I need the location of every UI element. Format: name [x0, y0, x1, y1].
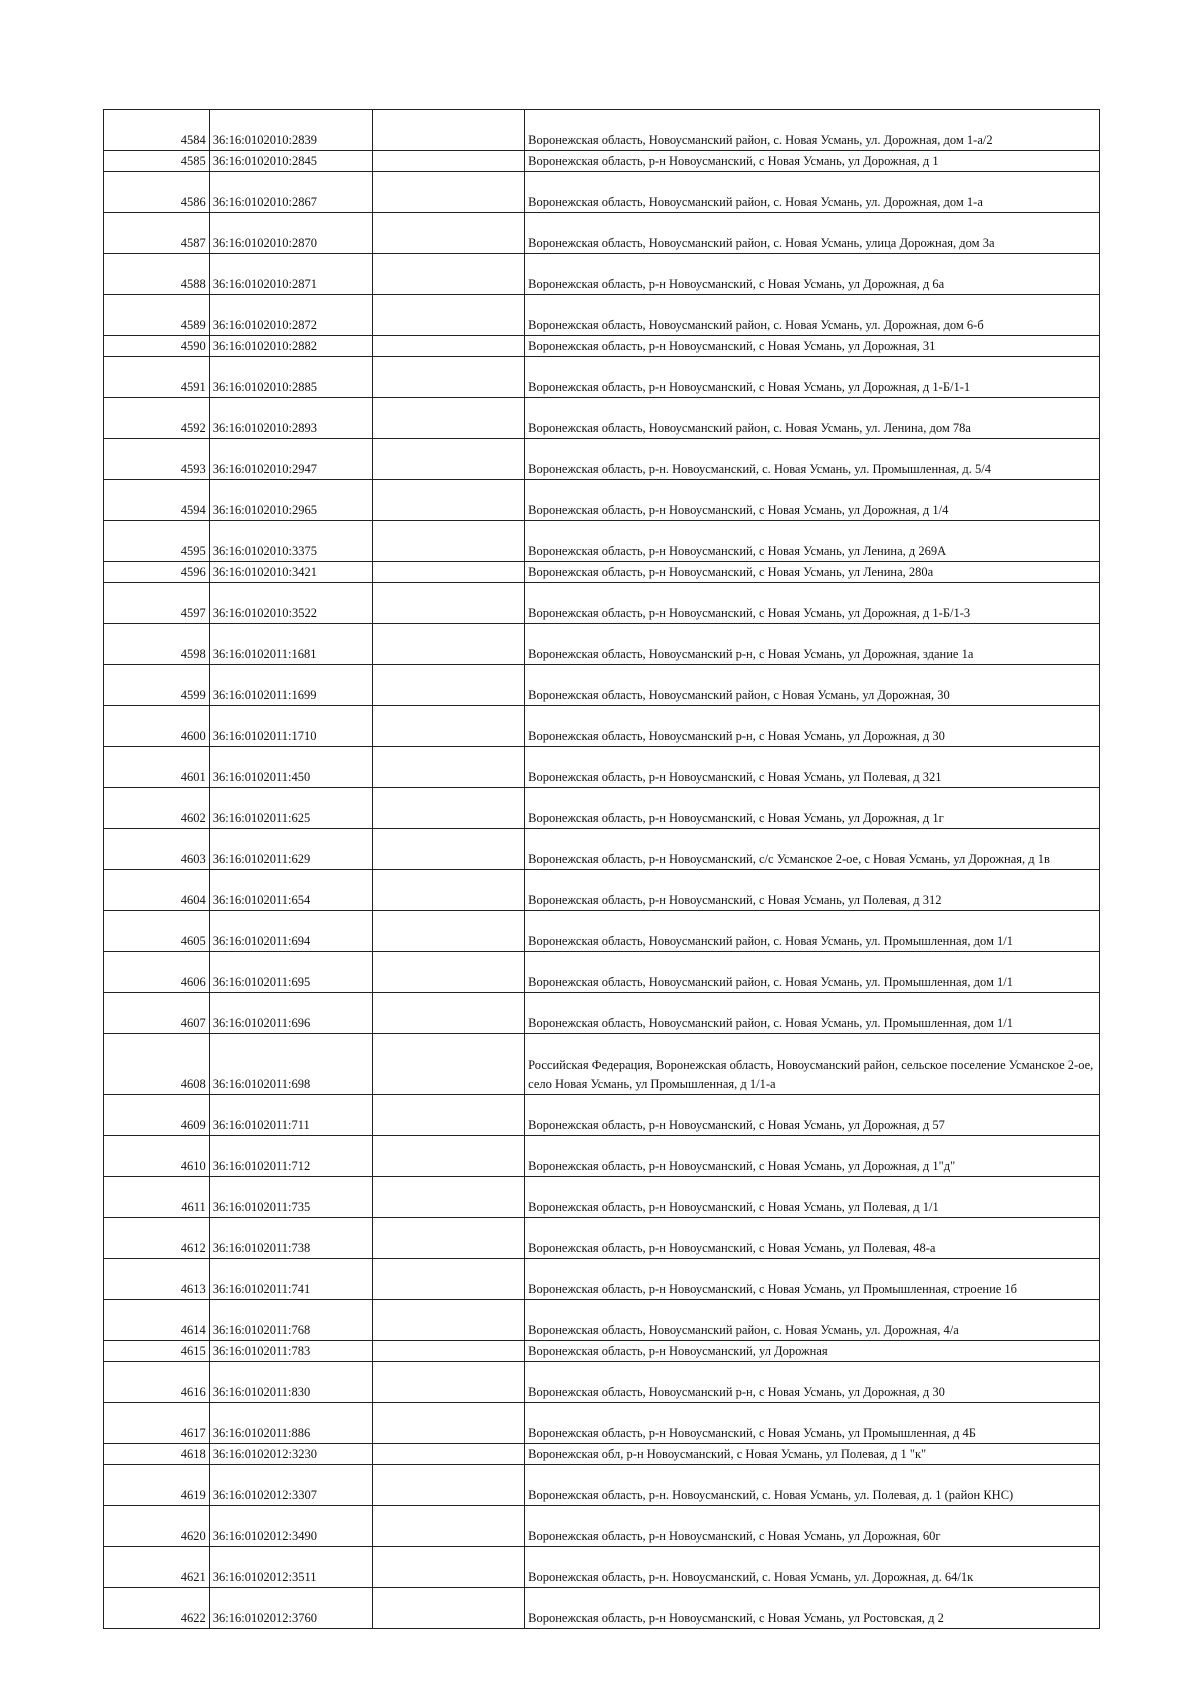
row-number: 4586 [104, 172, 210, 213]
table-row [104, 398, 1100, 439]
cadastral-number: 36:16:0102011:1699 [209, 665, 372, 706]
row-number: 4589 [104, 295, 210, 336]
address-cell: Воронежская область, р-н Новоусманский, с Новая Усмань, ул Полевая, д 312 [525, 870, 1100, 911]
table-row [104, 624, 1100, 665]
empty-cell [372, 480, 525, 521]
row-number: 4615 [104, 1341, 210, 1362]
address-cell: Воронежская область, р-н Новоусманский, с Новая Усмань, ул Полевая, д 1/1 [525, 1177, 1100, 1218]
row-number: 4598 [104, 624, 210, 665]
address-cell: Воронежская область, р-н. Новоусманский, с. Новая Усмань, ул. Промышленная, д. 5/4 [525, 439, 1100, 480]
empty-cell [372, 1403, 525, 1444]
cadastral-number: 36:16:0102011:698 [209, 1034, 372, 1095]
row-number: 4599 [104, 665, 210, 706]
empty-cell [372, 213, 525, 254]
cadastral-number: 36:16:0102010:2965 [209, 480, 372, 521]
row-number: 4618 [104, 1444, 210, 1465]
cadastral-number: 36:16:0102011:1681 [209, 624, 372, 665]
registry-body [104, 110, 1100, 1629]
row-number: 4591 [104, 357, 210, 398]
table-row [104, 1300, 1100, 1341]
table-row [104, 1444, 1100, 1465]
cadastral-number: 36:16:0102011:783 [209, 1341, 372, 1362]
address-cell: Воронежская область, Новоусманский р-н, с Новая Усмань, ул Дорожная, здание 1а [525, 624, 1100, 665]
row-number: 4592 [104, 398, 210, 439]
row-number: 4585 [104, 151, 210, 172]
empty-cell [372, 1341, 525, 1362]
cadastral-number: 36:16:0102011:1710 [209, 706, 372, 747]
empty-cell [372, 1300, 525, 1341]
table-row [104, 1218, 1100, 1259]
table-row [104, 870, 1100, 911]
address-cell: Воронежская область, р-н. Новоусманский, с. Новая Усмань, ул. Полевая, д. 1 (район КНС) [525, 1465, 1100, 1506]
table-row [104, 521, 1100, 562]
row-number: 4584 [104, 110, 210, 151]
table-row [104, 583, 1100, 624]
row-number: 4608 [104, 1034, 210, 1095]
cadastral-number: 36:16:0102011:625 [209, 788, 372, 829]
table-row [104, 1259, 1100, 1300]
row-number: 4620 [104, 1506, 210, 1547]
row-number: 4610 [104, 1136, 210, 1177]
cadastral-number: 36:16:0102010:3421 [209, 562, 372, 583]
cadastral-number: 36:16:0102010:2839 [209, 110, 372, 151]
empty-cell [372, 1588, 525, 1629]
row-number: 4595 [104, 521, 210, 562]
empty-cell [372, 952, 525, 993]
address-cell: Воронежская область, р-н Новоусманский, с Новая Усмань, ул Дорожная, д 1"д" [525, 1136, 1100, 1177]
cadastral-number: 36:16:0102011:886 [209, 1403, 372, 1444]
cadastral-number: 36:16:0102010:3522 [209, 583, 372, 624]
table-row [104, 295, 1100, 336]
row-number: 4587 [104, 213, 210, 254]
property-registry-table [103, 109, 1100, 1629]
cadastral-number: 36:16:0102010:2885 [209, 357, 372, 398]
address-cell: Воронежская область, р-н Новоусманский, ул Дорожная [525, 1341, 1100, 1362]
cadastral-number: 36:16:0102011:450 [209, 747, 372, 788]
table-row [104, 1362, 1100, 1403]
address-cell: Воронежская область, Новоусманский район, с. Новая Усмань, ул. Дорожная, дом 1-а/2 [525, 110, 1100, 151]
table-row [104, 1095, 1100, 1136]
row-number: 4597 [104, 583, 210, 624]
cadastral-number: 36:16:0102010:2872 [209, 295, 372, 336]
row-number: 4619 [104, 1465, 210, 1506]
row-number: 4617 [104, 1403, 210, 1444]
table-row [104, 952, 1100, 993]
table-row [104, 172, 1100, 213]
row-number: 4604 [104, 870, 210, 911]
row-number: 4606 [104, 952, 210, 993]
address-cell: Воронежская область, Новоусманский р-н, с Новая Усмань, ул Дорожная, д 30 [525, 706, 1100, 747]
row-number: 4621 [104, 1547, 210, 1588]
address-cell: Воронежская область, р-н Новоусманский, с Новая Усмань, ул Дорожная, д 1-Б/1-1 [525, 357, 1100, 398]
table-row [104, 747, 1100, 788]
empty-cell [372, 439, 525, 480]
address-cell: Воронежская область, р-н Новоусманский, с Новая Усмань, ул Ленина, д 269А [525, 521, 1100, 562]
empty-cell [372, 295, 525, 336]
cadastral-number: 36:16:0102012:3307 [209, 1465, 372, 1506]
cadastral-number: 36:16:0102011:738 [209, 1218, 372, 1259]
row-number: 4590 [104, 336, 210, 357]
address-cell: Воронежская область, р-н Новоусманский, с/с Усманское 2-ое, с Новая Усмань, ул Дорожная, д 1в [525, 829, 1100, 870]
table-row [104, 1341, 1100, 1362]
row-number: 4622 [104, 1588, 210, 1629]
table-row [104, 357, 1100, 398]
cadastral-number: 36:16:0102010:2870 [209, 213, 372, 254]
address-cell: Воронежская область, Новоусманский район, с. Новая Усмань, ул. Промышленная, дом 1/1 [525, 911, 1100, 952]
address-cell: Воронежская область, Новоусманский р-н, с Новая Усмань, ул Дорожная, д 30 [525, 1362, 1100, 1403]
table-row [104, 1034, 1100, 1095]
address-cell: Воронежская область, р-н Новоусманский, с Новая Усмань, ул Дорожная, д 6а [525, 254, 1100, 295]
address-cell: Воронежская область, р-н Новоусманский, с Новая Усмань, ул Дорожная, 60г [525, 1506, 1100, 1547]
empty-cell [372, 829, 525, 870]
table-row [104, 336, 1100, 357]
cadastral-number: 36:16:0102012:3511 [209, 1547, 372, 1588]
empty-cell [372, 357, 525, 398]
row-number: 4614 [104, 1300, 210, 1341]
empty-cell [372, 562, 525, 583]
table-row [104, 788, 1100, 829]
empty-cell [372, 1465, 525, 1506]
address-cell: Воронежская обл, р-н Новоусманский, с Новая Усмань, ул Полевая, д 1 "к" [525, 1444, 1100, 1465]
empty-cell [372, 788, 525, 829]
row-number: 4596 [104, 562, 210, 583]
empty-cell [372, 1506, 525, 1547]
table-row [104, 1403, 1100, 1444]
cadastral-number: 36:16:0102010:2882 [209, 336, 372, 357]
empty-cell [372, 706, 525, 747]
empty-cell [372, 1177, 525, 1218]
table-row [104, 1177, 1100, 1218]
table-row [104, 911, 1100, 952]
cadastral-number: 36:16:0102010:2867 [209, 172, 372, 213]
row-number: 4612 [104, 1218, 210, 1259]
row-number: 4603 [104, 829, 210, 870]
row-number: 4602 [104, 788, 210, 829]
row-number: 4616 [104, 1362, 210, 1403]
address-cell: Воронежская область, р-н Новоусманский, с Новая Усмань, ул Полевая, д 321 [525, 747, 1100, 788]
empty-cell [372, 1362, 525, 1403]
address-cell: Воронежская область, р-н Новоусманский, с Новая Усмань, ул Ростовская, д 2 [525, 1588, 1100, 1629]
cadastral-number: 36:16:0102011:654 [209, 870, 372, 911]
address-cell: Воронежская область, Новоусманский район, с. Новая Усмань, ул. Дорожная, дом 1-а [525, 172, 1100, 213]
address-cell: Воронежская область, Новоусманский район, с. Новая Усмань, ул. Промышленная, дом 1/1 [525, 993, 1100, 1034]
cadastral-number: 36:16:0102011:694 [209, 911, 372, 952]
cadastral-number: 36:16:0102010:2947 [209, 439, 372, 480]
cadastral-number: 36:16:0102011:696 [209, 993, 372, 1034]
row-number: 4611 [104, 1177, 210, 1218]
empty-cell [372, 254, 525, 295]
address-cell: Воронежская область, р-н Новоусманский, с Новая Усмань, ул Дорожная, д 1/4 [525, 480, 1100, 521]
empty-cell [372, 1259, 525, 1300]
cadastral-number: 36:16:0102011:711 [209, 1095, 372, 1136]
address-cell: Воронежская область, р-н Новоусманский, с Новая Усмань, ул Дорожная, д 1 [525, 151, 1100, 172]
address-cell: Воронежская область, р-н Новоусманский, с Новая Усмань, ул Дорожная, 31 [525, 336, 1100, 357]
table-row [104, 1465, 1100, 1506]
cadastral-number: 36:16:0102011:695 [209, 952, 372, 993]
address-cell: Воронежская область, р-н Новоусманский, с Новая Усмань, ул Полевая, 48-а [525, 1218, 1100, 1259]
cadastral-number: 36:16:0102010:2893 [209, 398, 372, 439]
address-cell: Воронежская область, Новоусманский район, с. Новая Усмань, ул. Дорожная, 4/а [525, 1300, 1100, 1341]
empty-cell [372, 1218, 525, 1259]
cadastral-number: 36:16:0102011:768 [209, 1300, 372, 1341]
table-row [104, 110, 1100, 151]
table-row [104, 480, 1100, 521]
empty-cell [372, 398, 525, 439]
address-cell: Воронежская область, р-н Новоусманский, с Новая Усмань, ул Ленина, 280а [525, 562, 1100, 583]
cadastral-number: 36:16:0102011:830 [209, 1362, 372, 1403]
row-number: 4613 [104, 1259, 210, 1300]
empty-cell [372, 624, 525, 665]
empty-cell [372, 110, 525, 151]
cadastral-number: 36:16:0102012:3490 [209, 1506, 372, 1547]
address-cell: Воронежская область, Новоусманский район, с. Новая Усмань, улица Дорожная, дом 3а [525, 213, 1100, 254]
table-row [104, 993, 1100, 1034]
empty-cell [372, 151, 525, 172]
table-row [104, 829, 1100, 870]
table-row [104, 1136, 1100, 1177]
table-row [104, 562, 1100, 583]
empty-cell [372, 1547, 525, 1588]
cadastral-number: 36:16:0102010:2871 [209, 254, 372, 295]
address-cell: Воронежская область, Новоусманский район, с Новая Усмань, ул Дорожная, 30 [525, 665, 1100, 706]
table-row [104, 439, 1100, 480]
cadastral-number: 36:16:0102011:712 [209, 1136, 372, 1177]
empty-cell [372, 993, 525, 1034]
table-row [104, 213, 1100, 254]
empty-cell [372, 1034, 525, 1095]
empty-cell [372, 1444, 525, 1465]
address-cell: Воронежская область, р-н Новоусманский, с Новая Усмань, ул Промышленная, строение 1б [525, 1259, 1100, 1300]
row-number: 4609 [104, 1095, 210, 1136]
address-cell: Воронежская область, Новоусманский район, с. Новая Усмань, ул. Промышленная, дом 1/1 [525, 952, 1100, 993]
row-number: 4600 [104, 706, 210, 747]
address-cell: Воронежская область, р-н Новоусманский, с Новая Усмань, ул Дорожная, д 1г [525, 788, 1100, 829]
empty-cell [372, 1136, 525, 1177]
address-cell: Российская Федерация, Воронежская область, Новоусманский район, сельское поселение Усманское 2-ое, село Новая Усмань, ул Промышленная, д 1/1-а [525, 1034, 1100, 1095]
cadastral-number: 36:16:0102011:741 [209, 1259, 372, 1300]
row-number: 4594 [104, 480, 210, 521]
table-row [104, 706, 1100, 747]
empty-cell [372, 665, 525, 706]
table-row [104, 665, 1100, 706]
cadastral-number: 36:16:0102011:629 [209, 829, 372, 870]
empty-cell [372, 336, 525, 357]
address-cell: Воронежская область, Новоусманский район, с. Новая Усмань, ул. Ленина, дом 78а [525, 398, 1100, 439]
empty-cell [372, 172, 525, 213]
cadastral-number: 36:16:0102012:3230 [209, 1444, 372, 1465]
address-cell: Воронежская область, р-н Новоусманский, с Новая Усмань, ул Дорожная, д 57 [525, 1095, 1100, 1136]
empty-cell [372, 911, 525, 952]
address-cell: Воронежская область, р-н Новоусманский, с Новая Усмань, ул Промышленная, д 4Б [525, 1403, 1100, 1444]
table-row [104, 1547, 1100, 1588]
row-number: 4588 [104, 254, 210, 295]
empty-cell [372, 583, 525, 624]
address-cell: Воронежская область, р-н. Новоусманский, с. Новая Усмань, ул. Дорожная, д. 64/1к [525, 1547, 1100, 1588]
empty-cell [372, 870, 525, 911]
empty-cell [372, 747, 525, 788]
address-cell: Воронежская область, Новоусманский район, с. Новая Усмань, ул. Дорожная, дом 6-б [525, 295, 1100, 336]
empty-cell [372, 1095, 525, 1136]
row-number: 4593 [104, 439, 210, 480]
table-row [104, 1506, 1100, 1547]
cadastral-number: 36:16:0102010:3375 [209, 521, 372, 562]
table-row [104, 254, 1100, 295]
address-cell: Воронежская область, р-н Новоусманский, с Новая Усмань, ул Дорожная, д 1-Б/1-3 [525, 583, 1100, 624]
cadastral-number: 36:16:0102010:2845 [209, 151, 372, 172]
empty-cell [372, 521, 525, 562]
row-number: 4607 [104, 993, 210, 1034]
table-row [104, 151, 1100, 172]
table-row [104, 1588, 1100, 1629]
row-number: 4605 [104, 911, 210, 952]
row-number: 4601 [104, 747, 210, 788]
cadastral-number: 36:16:0102012:3760 [209, 1588, 372, 1629]
cadastral-number: 36:16:0102011:735 [209, 1177, 372, 1218]
